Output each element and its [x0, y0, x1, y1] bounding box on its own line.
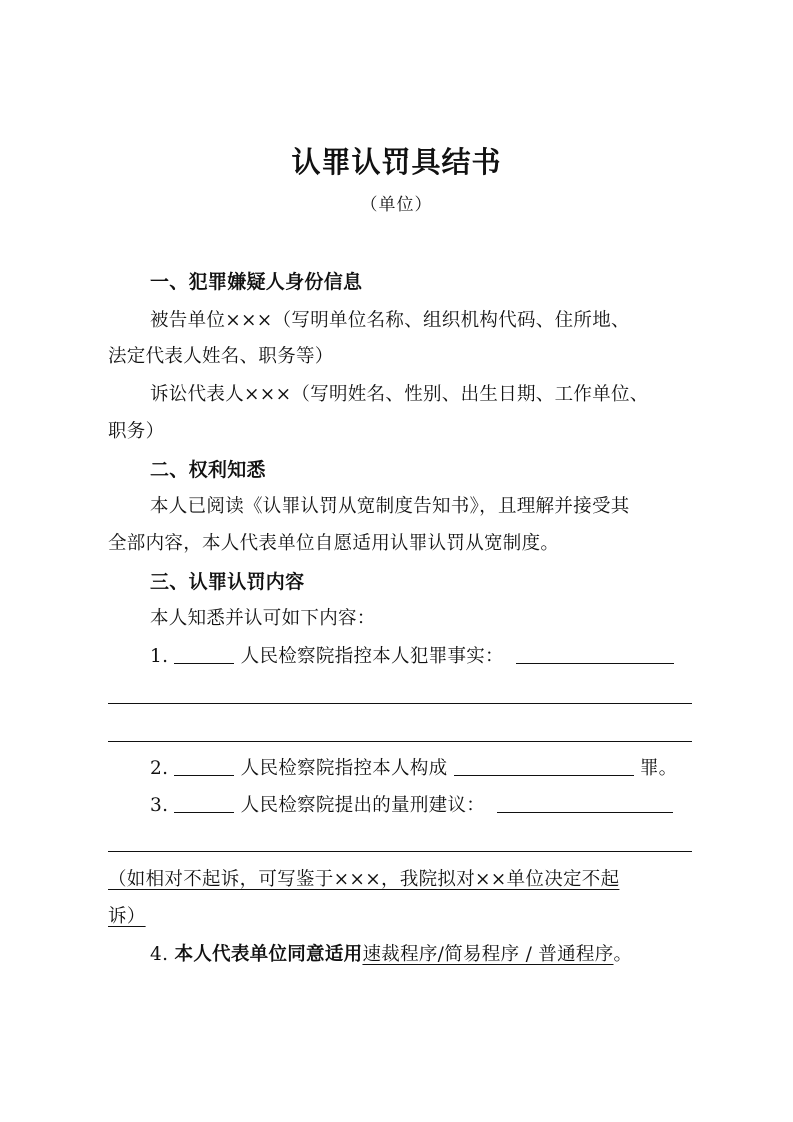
section1-para1-line1: 被告单位×××（写明单位名称、组织机构代码、住所地、	[150, 310, 630, 331]
note-line1: （如相对不起诉，可写鉴于×××，我院拟对××单位决定不起	[108, 869, 620, 890]
item2-charge-blank[interactable]	[454, 755, 634, 776]
item4-procedure-options[interactable]: 速裁程序/简易程序 / 普通程序	[362, 944, 614, 965]
item1-facts-blank[interactable]	[516, 643, 674, 664]
section1-para2-line1: 诉讼代表人×××（写明姓名、性别、出生日期、工作单位、	[150, 384, 649, 405]
item2-text: 人民检察院指控本人构成	[240, 758, 448, 779]
item4-end: 。	[613, 944, 633, 965]
section3-heading: 三、认罪认罚内容	[150, 571, 305, 593]
item1-procuratorate-blank[interactable]	[174, 643, 234, 664]
item1-line	[150, 643, 694, 671]
item1-facts-rule-1[interactable]	[108, 703, 692, 704]
document-subtitle: （单位）	[360, 195, 433, 215]
item2-procuratorate-blank[interactable]	[174, 755, 234, 776]
item3-number: 3.	[150, 795, 169, 816]
item4-number: 4.	[150, 944, 169, 965]
item1-number: 1.	[150, 646, 169, 667]
item4-line	[150, 941, 694, 969]
document-title: 认罪认罚具结书	[291, 145, 502, 179]
item3-line	[150, 792, 694, 820]
item2-number: 2.	[150, 758, 169, 779]
note-line2: 诉）	[108, 906, 146, 927]
item2-line	[150, 755, 694, 783]
section2-para-line2: 全部内容，本人代表单位自愿适用认罪认罚从宽制度。	[108, 533, 560, 554]
section1-heading: 一、犯罪嫌疑人身份信息	[150, 271, 363, 293]
item1-text: 人民检察院指控本人犯罪事实：	[240, 646, 504, 667]
item3-procuratorate-blank[interactable]	[174, 792, 234, 813]
section3-intro: 本人知悉并认可如下内容：	[150, 608, 376, 629]
section1-para2-line2: 职务）	[108, 421, 165, 442]
item2-suffix: 罪。	[639, 758, 678, 779]
item3-sentencing-blank[interactable]	[497, 792, 673, 813]
section2-heading: 二、权利知悉	[150, 459, 266, 481]
item3-sentencing-rule[interactable]	[108, 851, 692, 852]
item3-text: 人民检察院提出的量刑建议：	[240, 795, 486, 816]
item1-facts-rule-2[interactable]	[108, 741, 692, 742]
item4-consent-text: 本人代表单位同意适用	[174, 944, 363, 965]
section1-para1-line2: 法定代表人姓名、职务等）	[108, 346, 334, 367]
section2-para-line1: 本人已阅读《认罪认罚从宽制度告知书》，且理解并接受其	[150, 496, 630, 517]
